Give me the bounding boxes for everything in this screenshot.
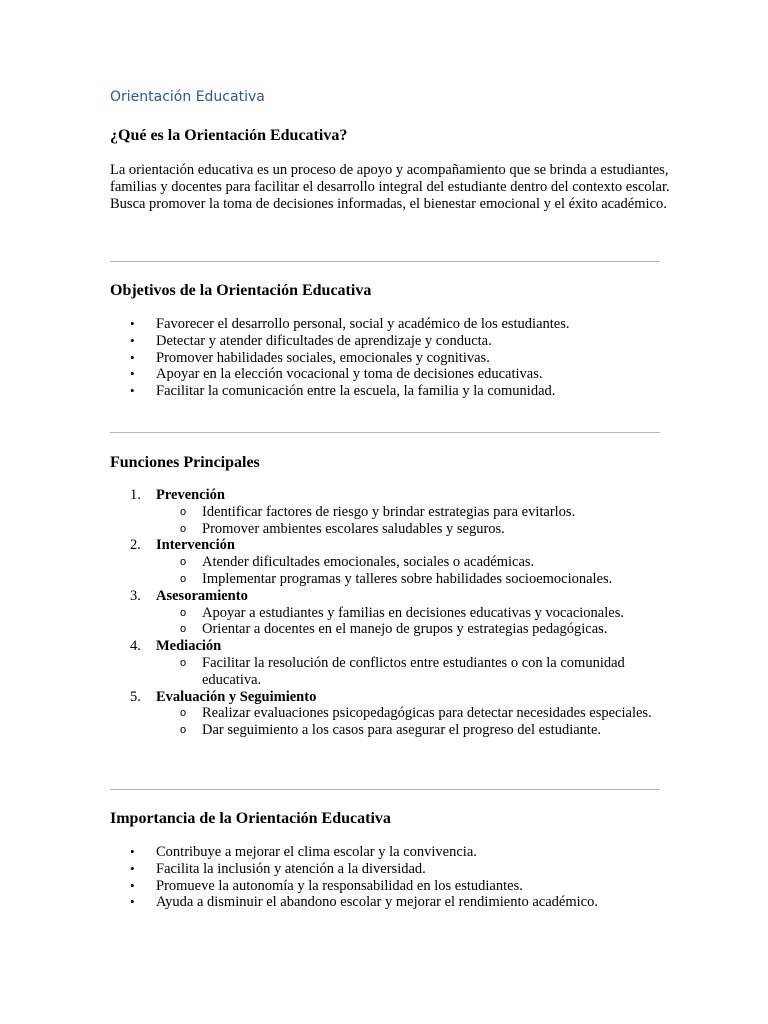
section-divider [110,789,660,790]
list-item-text: Favorecer el desarrollo personal, social y académico de los estudiantes. [156,316,570,332]
list-item-text: Detectar y atender dificultades de aprendizaje y conducta. [156,332,492,349]
list-item [110,844,670,861]
section-what-is [110,126,670,213]
function-title: Asesoramiento [156,587,248,604]
bullet-icon: • [130,332,135,348]
section-importance [110,809,670,911]
function-item [110,487,670,537]
list-item [110,861,670,878]
function-item [110,638,670,688]
function-title: Intervención [156,537,235,554]
bullet-icon: • [130,894,135,910]
list-item-text: Ayuda a disminuir el abandono escolar y mejorar el rendimiento académico. [156,894,598,911]
sub-item-text: Realizar evaluaciones psicopedagógicas para detectar necesidades especiales. [202,705,652,722]
list-item [110,333,670,350]
function-item [110,537,670,587]
list-item [110,383,670,400]
sub-item-text: Identificar factores de riesgo y brindar estrategias para evitarlos. [202,503,576,520]
sub-item [156,571,662,588]
sub-bullet-icon: o [180,606,187,619]
sub-bullet-icon: o [180,623,187,636]
sub-item [156,504,662,521]
function-number: 3. [130,587,141,604]
section-objectives [110,281,670,400]
sub-bullet-icon: o [180,572,187,585]
functions-list [110,487,670,739]
list-item [110,878,670,895]
bullet-icon: • [130,349,135,365]
section-functions [110,453,670,739]
bullet-icon: • [130,366,135,382]
function-number: 2. [130,537,141,554]
bullet-icon: • [130,316,135,331]
list-item [110,350,670,367]
section-divider [110,261,660,262]
list-item [110,894,670,911]
section-paragraph: La orientación educativa es un proceso de apoyo y acompañamiento que se brinda a estudiantes, familias y docentes para facilitar el desarrollo integral del estudiante dentro del contexto escolar. Busca promover la toma de decisiones informadas, el bienestar emocional y el éxito académico. [110,162,670,212]
list-item [110,366,670,383]
sub-item-text: Orientar a docentes en el manejo de grupos y estrategias pedagógicas. [202,621,608,638]
bullet-icon: • [130,383,135,399]
sub-item [156,621,662,638]
list-item-text: Contribuye a mejorar el clima escolar y la convivencia. [156,844,477,860]
bullet-icon: • [130,844,135,859]
sub-bullet-icon: o [180,522,187,535]
sub-item-text: Promover ambientes escolares saludables y seguros. [202,520,505,537]
sub-bullet-icon: o [180,505,187,518]
sub-item [156,722,662,739]
sub-bullet-icon: o [180,656,187,669]
function-title: Prevención [156,487,225,503]
list-item [110,316,670,333]
function-sublist [156,605,670,639]
section-divider [110,432,660,433]
function-item [110,588,670,638]
function-sublist [156,504,670,538]
bullet-icon: • [130,860,135,876]
list-item-text: Apoyar en la elección vocacional y toma de decisiones educativas. [156,366,543,383]
importance-list [110,844,670,911]
sub-bullet-icon: o [180,724,187,737]
objectives-list [110,316,670,400]
sub-item [156,655,662,689]
sub-item-text: Apoyar a estudiantes y familias en decisiones educativas y vocacionales. [202,604,624,621]
function-number: 1. [130,487,141,503]
sub-item [156,705,662,722]
sub-item-text: Implementar programas y talleres sobre habilidades socioemocionales. [202,570,613,587]
section-heading: Importancia de la Orientación Educativa [110,810,391,827]
section-heading: Objetivos de la Orientación Educativa [110,282,372,299]
sub-bullet-icon: o [180,707,187,720]
function-number: 5. [130,688,141,705]
sub-item [156,521,662,538]
function-title: Evaluación y Seguimiento [156,688,317,705]
list-item-text: Promueve la autonomía y la responsabilidad en los estudiantes. [156,877,523,894]
function-number: 4. [130,638,141,655]
function-title: Mediación [156,638,222,655]
bullet-icon: • [130,877,135,893]
sub-item [156,605,662,622]
sub-bullet-icon: o [180,556,187,569]
sub-item [156,554,662,571]
section-heading: Funciones Principales [110,454,260,471]
document-title: Orientación Educativa [110,89,265,105]
list-item-text: Facilitar la comunicación entre la escuela, la familia y la comunidad. [156,383,556,400]
function-sublist [156,554,670,588]
sub-item-text: Atender dificultades emocionales, sociales o académicas. [202,554,535,571]
list-item-text: Promover habilidades sociales, emocionales y cognitivas. [156,349,490,366]
list-item-text: Facilita la inclusión y atención a la diversidad. [156,860,426,877]
sub-item-text: Dar seguimiento a los casos para asegurar el progreso del estudiante. [202,722,602,739]
function-sublist [156,705,670,739]
section-heading: ¿Qué es la Orientación Educativa? [110,127,348,144]
sub-item-text: Facilitar la resolución de conflictos entre estudiantes o con la comunidad educativa. [202,654,625,688]
function-item [110,689,670,739]
function-sublist [156,655,670,689]
